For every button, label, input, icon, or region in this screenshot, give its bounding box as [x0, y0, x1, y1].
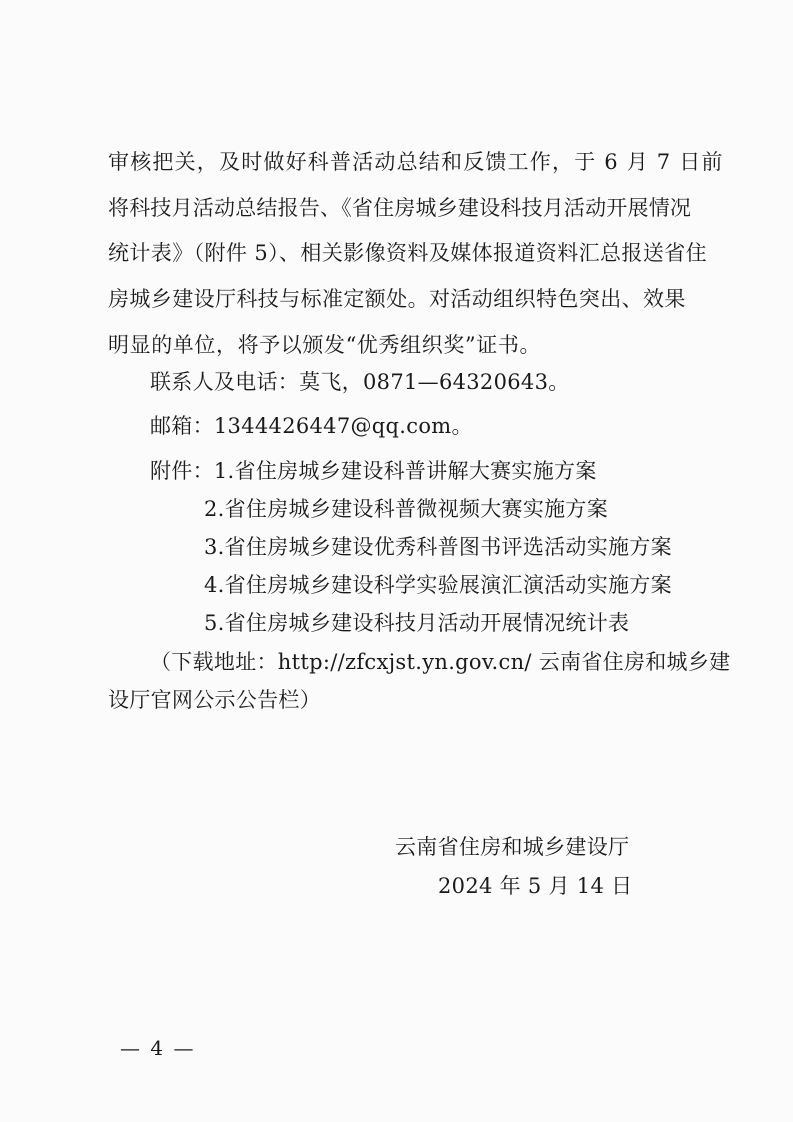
body-paragraph-line: 明显的单位，将予以颁发“优秀组织奖”证书。	[108, 333, 542, 357]
body-paragraph-line: 房城乡建设厅科技与标准定额处。对活动组织特色突出、效果	[108, 287, 686, 311]
attachment-item: 2.省住房城乡建设科普微视频大赛实施方案	[204, 497, 609, 521]
signature-org: 云南省住房和城乡建设厅	[395, 835, 630, 859]
attachment-item: 3.省住房城乡建设优秀科普图书评选活动实施方案	[204, 535, 672, 559]
attachment-item: 5.省住房城乡建设科技月活动开展情况统计表	[204, 611, 630, 635]
email-line: 邮箱：1344426447@qq.com。	[150, 414, 473, 438]
body-paragraph-line: 统计表》（附件 5）、相关影像资料及媒体报道资料汇总报送省住	[108, 241, 708, 265]
body-paragraph-line: 审核把关，及时做好科普活动总结和反馈工作，于 6 月 7 日前	[108, 150, 724, 174]
download-note-line: （下载地址：http://zfcxjst.yn.gov.cn/ 云南省住房和城乡建	[150, 650, 731, 674]
contact-line: 联系人及电话：莫飞，0871—64320643。	[150, 370, 570, 394]
attachment-header: 附件：1.省住房城乡建设科普讲解大赛实施方案	[150, 459, 597, 483]
page-number: — 4 —	[120, 1036, 196, 1060]
signature-date: 2024 年 5 月 14 日	[438, 874, 633, 898]
attachment-item: 4.省住房城乡建设科学实验展演汇演活动实施方案	[204, 573, 672, 597]
download-note-line: 设厅官网公示公告栏）	[108, 688, 321, 712]
body-paragraph-line: 将科技月活动总结报告、《省住房城乡建设科技月活动开展情况	[108, 196, 692, 220]
